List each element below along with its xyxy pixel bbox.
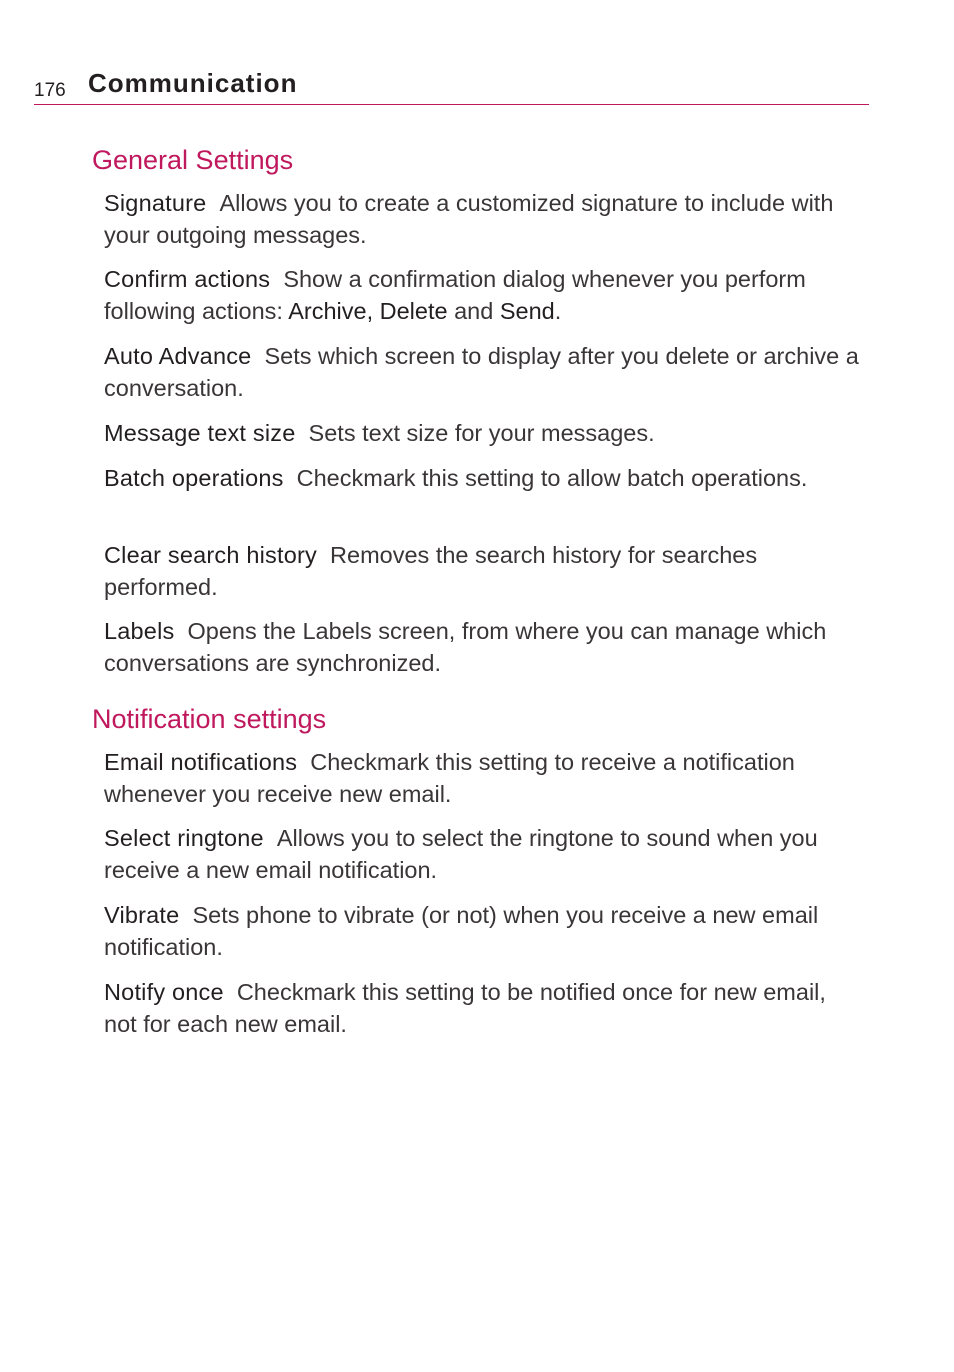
entry-term: Signature — [104, 190, 207, 216]
page-header — [34, 66, 869, 105]
entry-term: Labels — [104, 618, 175, 644]
entry-term: Notify once — [104, 979, 224, 1005]
entry-vibrate — [104, 899, 864, 963]
entry-term: Message text size — [104, 420, 296, 446]
entry-signature — [104, 187, 864, 251]
entry-term: Email notifications — [104, 749, 298, 775]
entry-description: Sets which screen to display after you delete or archive a conversation. — [104, 343, 859, 401]
entry-term: Vibrate — [104, 902, 180, 928]
entry-clear-search-history — [104, 539, 864, 603]
entry-period: . — [554, 298, 562, 324]
chapter-title: Communication — [88, 68, 298, 98]
entry-email-notifications — [104, 746, 864, 810]
entry-description: Checkmark this setting to receive a notification whenever you receive new email. — [104, 749, 795, 807]
entry-description: Allows you to select the ringtone to sound when you receive a new email notification. — [104, 825, 818, 883]
entry-labels — [104, 615, 864, 679]
keyword-send: Send — [499, 298, 555, 324]
page-number: 176 — [34, 80, 66, 101]
entry-description: Sets phone to vibrate (or not) when you receive a new email notification. — [104, 902, 819, 960]
entry-notify-once — [104, 976, 864, 1040]
entry-description: Checkmark this setting to be notified once for new email, not for each new email. — [104, 979, 826, 1037]
entry-term: Confirm actions — [104, 266, 271, 292]
entry-description: Sets text size for your messages. — [308, 420, 655, 446]
entry-term: Auto Advance — [104, 343, 252, 369]
entry-description: Removes the search history for searches performed. — [104, 542, 758, 600]
entry-description: Opens the Labels screen, from where you can manage which conversations are synchronized. — [104, 618, 827, 676]
entry-term: Select ringtone — [104, 825, 264, 851]
general-settings-heading: General Settings — [92, 145, 294, 175]
entry-message-text-size — [104, 417, 864, 449]
notification-settings-heading: Notification settings — [92, 704, 327, 734]
keyword-archive-delete: Archive, Delete — [288, 298, 448, 324]
entry-connector: and — [447, 298, 500, 324]
entry-description: Show a confirmation dialog whenever you perform following actions: — [104, 266, 806, 324]
entry-auto-advance — [104, 340, 864, 404]
entry-description: Allows you to create a customized signature to include with your outgoing messages. — [104, 190, 834, 248]
entry-term: Clear search history — [104, 542, 317, 568]
entry-confirm-actions — [104, 263, 864, 327]
entry-select-ringtone — [104, 822, 864, 886]
entry-batch-operations — [104, 462, 864, 494]
entry-description: Checkmark this setting to allow batch operations. — [296, 465, 808, 491]
entry-term: Batch operations — [104, 465, 284, 491]
